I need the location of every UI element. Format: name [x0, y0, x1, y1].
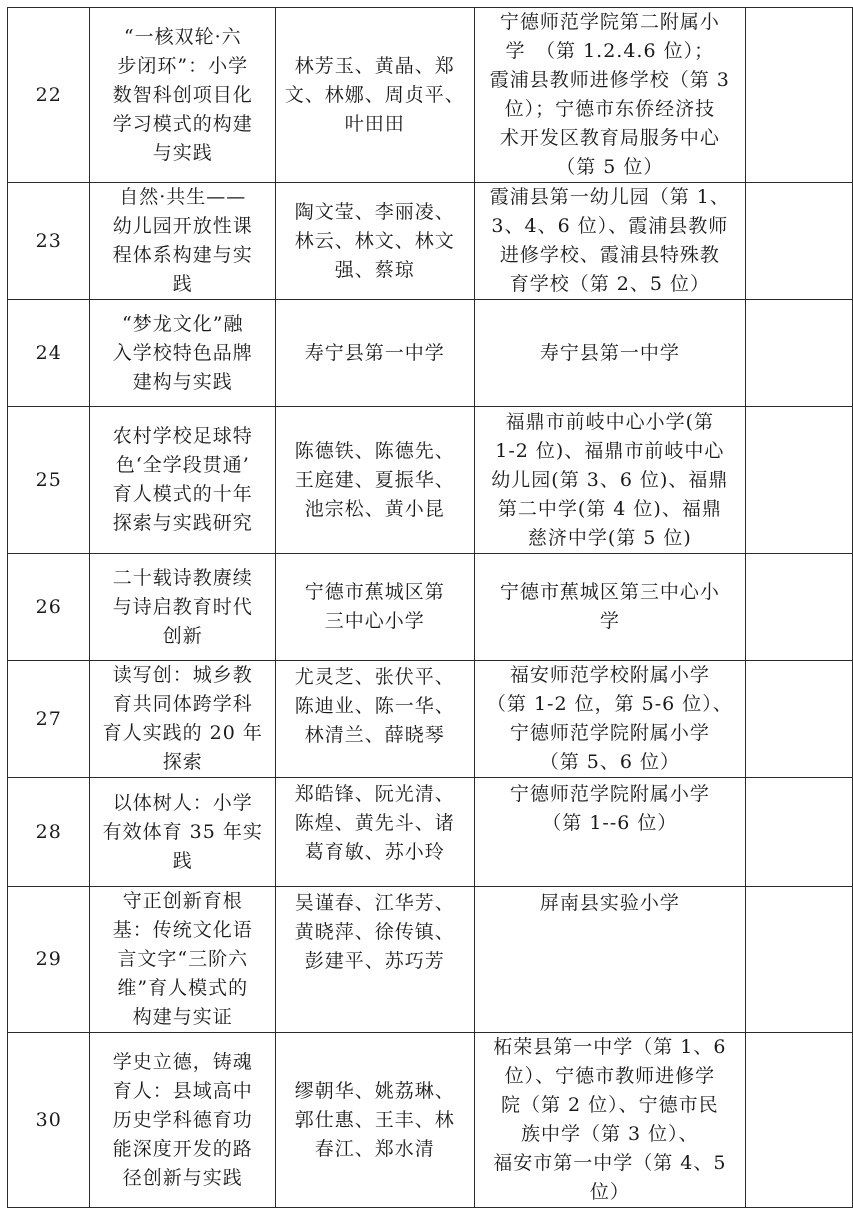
text-line: 霞浦县教师进修学校（第 3 — [489, 69, 730, 91]
text-line: 文、林娜、周贞平、 — [284, 83, 465, 106]
authors-cell — [276, 887, 474, 1033]
authors-cell — [276, 183, 474, 300]
text-line: 尤灵芝、张伏平、 — [294, 666, 455, 688]
text-line: 宁德市蕉城区第 — [304, 581, 445, 603]
remarks-cell — [746, 1033, 853, 1208]
remarks-cell — [746, 778, 853, 887]
text-line: 与实践 — [152, 141, 213, 164]
text-line: 屏南县实验小学 — [539, 892, 680, 914]
text-line: （第 5 位） — [556, 156, 664, 178]
units-cell — [474, 887, 746, 1033]
text-line: 陈迪业、陈一华、 — [294, 695, 455, 717]
authors-cell — [276, 407, 474, 554]
units-cell — [474, 8, 746, 183]
table-row — [8, 887, 853, 1033]
text-line: 有效体育 35 年实 — [102, 820, 263, 843]
row-number: 26 — [8, 554, 90, 661]
text-line: 学 — [599, 610, 620, 632]
remarks-cell — [746, 183, 853, 300]
table-row — [8, 8, 853, 183]
text-line: 步闭环”：小学 — [117, 54, 249, 77]
units-cell — [474, 661, 746, 778]
text-line: “一核双轮·六 — [123, 25, 242, 48]
text-line: 林云、林文、林文 — [294, 229, 455, 252]
text-line: 寿宁县第一中学 — [304, 341, 445, 364]
text-line: 郑皓锋、阮光清、 — [294, 783, 455, 805]
text-line: 学习模式的构建 — [112, 112, 253, 135]
units-cell — [474, 407, 746, 554]
text-line: 林清兰、薛晓琴 — [304, 724, 445, 746]
achievement-title — [90, 300, 276, 407]
text-line: 寿宁县第一中学 — [539, 341, 680, 364]
row-number: 24 — [8, 300, 90, 407]
text-line: 术开发区教育局服务中心 — [499, 127, 720, 149]
authors-cell — [276, 300, 474, 407]
achievement-title — [90, 1033, 276, 1208]
text-line: 叶田田 — [344, 112, 405, 135]
text-line: 1-2 位)、福鼎市前岐中心 — [495, 439, 725, 462]
awards-table — [7, 7, 853, 1208]
text-line: 程体系构建与实 — [112, 244, 253, 266]
remarks-cell — [746, 8, 853, 183]
row-number: 22 — [8, 8, 90, 183]
text-line: 三中心小学 — [324, 610, 425, 632]
table-row — [8, 661, 853, 778]
text-line: 自然·共生—— — [119, 186, 247, 208]
text-line: 与诗启教育时代 — [112, 595, 253, 618]
text-line: 福鼎市前岐中心小学(第 — [505, 410, 715, 433]
text-line: 院（第 2 位）、宁德市民 — [501, 1094, 719, 1116]
row-number: 27 — [8, 661, 90, 778]
units-cell — [474, 778, 746, 887]
units-cell — [474, 300, 746, 407]
text-line: 3、4、6 位）、霞浦县教师 — [491, 215, 729, 237]
text-line: （第 5、6 位） — [539, 751, 680, 773]
text-line: 守正创新育根 — [122, 890, 243, 912]
achievement-title — [90, 661, 276, 778]
row-number: 29 — [8, 887, 90, 1033]
text-line: 葛育敏、苏小玲 — [304, 841, 445, 863]
text-line: 彭建平、苏巧芳 — [304, 950, 445, 972]
text-line: 幼儿园(第 3、6 位)、福鼎 — [491, 468, 729, 491]
text-line: 能深度开发的路 — [112, 1137, 253, 1160]
row-number: 30 — [8, 1033, 90, 1208]
text-line: 位）、宁德市教师进修学 — [504, 1065, 716, 1087]
text-line: 学 （第 1.2.4.6 位）； — [505, 40, 715, 62]
text-line: 霞浦县第一幼儿园（第 1、 — [489, 186, 730, 208]
row-number: 25 — [8, 407, 90, 554]
remarks-cell — [746, 407, 853, 554]
text-line: 读写创：城乡教 — [112, 664, 253, 686]
achievement-title — [90, 778, 276, 887]
text-line: 色‘全学段贯通’ — [115, 454, 250, 476]
text-line: 数智科创项目化 — [112, 83, 253, 106]
text-line: 春江、郑水清 — [314, 1137, 435, 1160]
text-line: 幼儿园开放性课 — [112, 215, 253, 237]
text-line: 福安师范学校附属小学 — [509, 664, 710, 686]
text-line: 郭仕惠、王丰、林 — [294, 1108, 455, 1131]
text-line: 位） — [589, 1181, 630, 1203]
authors-cell — [276, 661, 474, 778]
text-line: 第二中学(第 4 位)、福鼎 — [497, 497, 722, 520]
text-line: 径创新与实践 — [122, 1166, 243, 1189]
text-line: （第 1-2 位，第 5-6 位）、 — [486, 693, 733, 715]
remarks-cell — [746, 661, 853, 778]
row-number: 23 — [8, 183, 90, 300]
text-line: 历史学科德育功 — [112, 1108, 253, 1131]
text-line: 黄晓萍、徐传镇、 — [294, 921, 455, 943]
text-line: 基：传统文化语 — [112, 919, 253, 941]
text-line: 二十载诗教赓续 — [112, 566, 253, 589]
text-line: 宁德师范学院附属小学 — [509, 783, 710, 805]
text-line: 育人实践的 20 年 — [102, 722, 263, 744]
achievement-title — [90, 8, 276, 183]
text-line: 育人：县域高中 — [112, 1079, 253, 1102]
text-line: 维”育人模式的 — [117, 977, 249, 999]
text-line: 福安市第一中学（第 4、5 — [493, 1152, 727, 1174]
text-line: （第 1--6 位） — [542, 812, 678, 834]
text-line: 宁德师范学院第二附属小 — [499, 11, 720, 33]
text-line: 入学校特色品牌 — [112, 341, 253, 364]
text-line: 创新 — [162, 624, 203, 647]
text-line: 探索 — [162, 751, 203, 773]
text-line: 农村学校足球特 — [112, 425, 253, 447]
text-line: 探索与实践研究 — [112, 512, 253, 534]
text-line: 育学校（第 2、5 位） — [509, 273, 710, 295]
text-line: 宁德市蕉城区第三中心小 — [499, 581, 720, 603]
text-line: 育共同体跨学科 — [112, 693, 253, 715]
table-row — [8, 183, 853, 300]
text-line: 陈煌、黄先斗、诸 — [294, 812, 455, 834]
text-line: 建构与实践 — [132, 370, 233, 393]
table-row — [8, 554, 853, 661]
text-line: 林芳玉、黄晶、郑 — [294, 54, 455, 77]
achievement-title — [90, 407, 276, 554]
table-row — [8, 778, 853, 887]
text-line: 吴谨春、江华芳、 — [294, 892, 455, 914]
text-line: 位）；宁德市东侨经济技 — [504, 98, 716, 120]
achievement-title — [90, 183, 276, 300]
text-line: 族中学（第 3 位）、 — [521, 1123, 699, 1145]
text-line: 构建与实证 — [132, 1006, 233, 1028]
text-line: 进修学校、霞浦县特殊教 — [499, 244, 720, 266]
text-line: 强、蔡琼 — [334, 258, 415, 281]
table-row — [8, 1033, 853, 1208]
table-row — [8, 407, 853, 554]
achievement-title — [90, 554, 276, 661]
text-line: 宁德师范学院附属小学 — [509, 722, 710, 744]
text-line: 陈德铁、陈德先、 — [294, 439, 455, 462]
authors-cell — [276, 778, 474, 887]
text-line: 缪朝华、姚荔琳、 — [294, 1079, 455, 1102]
text-line: 池宗松、黄小昆 — [304, 497, 445, 520]
text-line: 践 — [172, 849, 193, 872]
row-number: 28 — [8, 778, 90, 887]
text-line: 学史立德，铸魂 — [112, 1050, 253, 1073]
units-cell — [474, 1033, 746, 1208]
text-line: 陶文莹、李丽凌、 — [294, 200, 455, 223]
authors-cell — [276, 554, 474, 661]
text-line: 柘荣县第一中学（第 1、6 — [493, 1036, 727, 1058]
remarks-cell — [746, 300, 853, 407]
text-line: 以体树人：小学 — [112, 791, 253, 814]
text-line: 育人模式的十年 — [112, 483, 253, 505]
remarks-cell — [746, 887, 853, 1033]
units-cell — [474, 183, 746, 300]
remarks-cell — [746, 554, 853, 661]
achievement-title — [90, 887, 276, 1033]
text-line: 践 — [172, 273, 193, 295]
authors-cell — [276, 8, 474, 183]
text-line: 言文字“三阶六 — [117, 948, 249, 970]
text-line: 王庭建、夏振华、 — [294, 468, 455, 491]
authors-cell — [276, 1033, 474, 1208]
table-row — [8, 300, 853, 407]
units-cell — [474, 554, 746, 661]
text-line: “梦龙文化”融 — [122, 312, 244, 335]
text-line: 慈济中学(第 5 位) — [527, 526, 692, 549]
